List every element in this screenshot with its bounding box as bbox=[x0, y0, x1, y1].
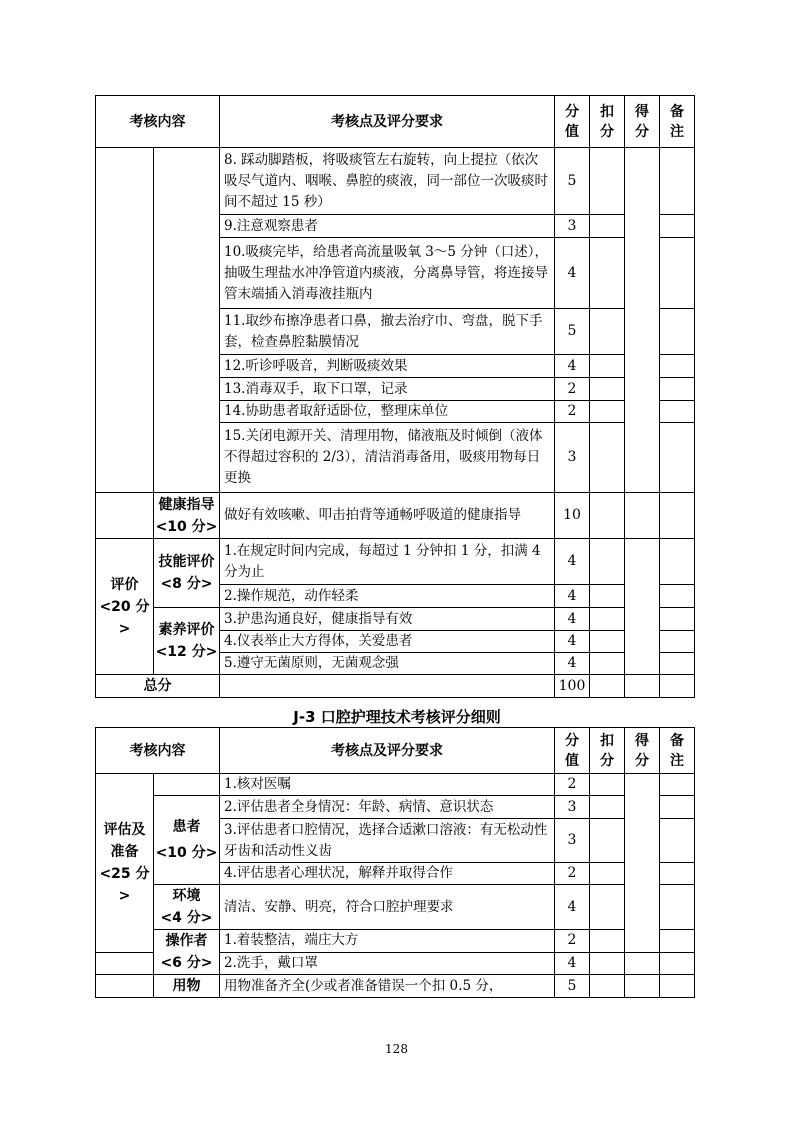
deduct-cell bbox=[590, 975, 625, 998]
deduct-cell bbox=[590, 796, 625, 819]
item-text: 9.注意观察患者 bbox=[220, 215, 555, 238]
got-cell bbox=[625, 952, 660, 975]
item-text: 2.评估患者全身情况：年龄、病情、意识状态 bbox=[220, 796, 555, 819]
item-score: 3 bbox=[555, 423, 590, 493]
got-cell bbox=[625, 774, 660, 953]
subcategory-cell-empty bbox=[154, 774, 220, 796]
note-cell bbox=[660, 215, 695, 238]
note-cell bbox=[660, 952, 695, 975]
item-score: 3 bbox=[555, 819, 590, 863]
item-text: 5.遵守无菌原则，无菌观念强 bbox=[220, 653, 555, 675]
deduct-cell bbox=[590, 215, 625, 238]
item-score: 3 bbox=[555, 215, 590, 238]
got-cell bbox=[625, 975, 660, 998]
category-cell-empty bbox=[96, 148, 154, 493]
got-cell bbox=[625, 675, 660, 698]
deduct-cell bbox=[590, 493, 625, 539]
skill-evaluation-label: 技能评价 <8 分> bbox=[154, 539, 220, 608]
header-content: 考核内容 bbox=[96, 728, 220, 774]
note-cell bbox=[660, 423, 695, 493]
supplies-label: 用物 bbox=[154, 975, 220, 998]
deduct-cell bbox=[590, 378, 625, 401]
note-cell bbox=[660, 653, 695, 675]
item-score: 4 bbox=[555, 539, 590, 585]
note-cell bbox=[660, 975, 695, 998]
note-cell bbox=[660, 238, 695, 309]
header-deduct: 扣 分 bbox=[590, 96, 625, 148]
health-guidance-label: 健康指导 <10 分> bbox=[154, 493, 220, 539]
note-cell bbox=[660, 608, 695, 631]
oral-care-scoring-table bbox=[95, 727, 695, 998]
item-score: 2 bbox=[555, 863, 590, 885]
item-score: 2 bbox=[555, 401, 590, 423]
header-note: 备 注 bbox=[660, 728, 695, 774]
item-text: 2.操作规范，动作轻柔 bbox=[220, 585, 555, 608]
item-score: 5 bbox=[555, 309, 590, 355]
header-note: 备 注 bbox=[660, 96, 695, 148]
note-cell bbox=[660, 401, 695, 423]
note-cell bbox=[660, 796, 695, 819]
header-deduct: 扣 分 bbox=[590, 728, 625, 774]
header-got: 得 分 bbox=[625, 96, 660, 148]
item-text: 2.洗手，戴口罩 bbox=[220, 952, 555, 975]
category-cell-empty bbox=[96, 975, 154, 998]
deduct-cell bbox=[590, 774, 625, 796]
note-cell bbox=[660, 493, 695, 539]
note-cell bbox=[660, 309, 695, 355]
item-text: 14.协助患者取舒适卧位，整理床单位 bbox=[220, 401, 555, 423]
item-text: 1.着装整洁，端庄大方 bbox=[220, 930, 555, 953]
section-title: J-3 口腔护理技术考核评分细则 bbox=[293, 708, 501, 726]
item-score: 4 bbox=[555, 585, 590, 608]
note-cell bbox=[660, 774, 695, 796]
environment-label: 环境 <4 分> bbox=[154, 885, 220, 930]
page-number: 128 bbox=[385, 1042, 408, 1056]
item-score: 2 bbox=[555, 774, 590, 796]
note-cell bbox=[660, 930, 695, 953]
subcategory-cell-empty bbox=[154, 148, 220, 493]
deduct-cell bbox=[590, 631, 625, 653]
patient-label: 患者 <10 分> bbox=[154, 796, 220, 885]
item-score: 4 bbox=[555, 238, 590, 309]
deduct-cell bbox=[590, 423, 625, 493]
got-cell bbox=[625, 148, 660, 493]
deduct-cell bbox=[590, 148, 625, 215]
scoring-table-continued bbox=[95, 95, 695, 698]
item-text: 8. 踩动脚踏板，将吸痰管左右旋转，向上提拉（依次吸尽气道内、咽喉、鼻腔的痰液，同一部位一次吸痰时间不超过 15 秒） bbox=[220, 148, 555, 215]
item-text: 10.吸痰完毕，给患者高流量吸氧 3～5 分钟（口述），抽吸生理盐水冲净管道内痰液，分离鼻导管，将连接导管末端插入消毒液挂瓶内 bbox=[220, 238, 555, 309]
deduct-cell bbox=[590, 819, 625, 863]
item-score: 4 bbox=[555, 608, 590, 631]
item-score: 2 bbox=[555, 930, 590, 953]
category-cell-empty bbox=[96, 493, 154, 539]
header-content: 考核内容 bbox=[96, 96, 220, 148]
operator-label: 操作者 <6 分> bbox=[154, 930, 220, 975]
note-cell bbox=[660, 355, 695, 378]
note-cell bbox=[660, 819, 695, 863]
got-cell bbox=[625, 493, 660, 539]
item-score: 4 bbox=[555, 952, 590, 975]
deduct-cell bbox=[590, 355, 625, 378]
deduct-cell bbox=[590, 585, 625, 608]
header-score: 分 值 bbox=[555, 96, 590, 148]
total-score: 100 bbox=[555, 675, 590, 698]
note-cell bbox=[660, 675, 695, 698]
deduct-cell bbox=[590, 930, 625, 953]
deduct-cell bbox=[590, 309, 625, 355]
total-label: 总分 bbox=[96, 675, 220, 698]
deduct-cell bbox=[590, 675, 625, 698]
deduct-cell bbox=[590, 539, 625, 585]
item-score: 4 bbox=[555, 653, 590, 675]
item-text: 1.在规定时间内完成，每超过 1 分钟扣 1 分，扣满 4 分为止 bbox=[220, 539, 555, 585]
got-cell bbox=[625, 539, 660, 675]
deduct-cell bbox=[590, 885, 625, 930]
note-cell bbox=[660, 539, 695, 585]
item-score: 5 bbox=[555, 975, 590, 998]
deduct-cell bbox=[590, 863, 625, 885]
deduct-cell bbox=[590, 653, 625, 675]
item-text: 做好有效咳嗽、叩击拍背等通畅呼吸道的健康指导 bbox=[220, 493, 555, 539]
item-text: 3.评估患者口腔情况，选择合适漱口溶液：有无松动性牙齿和活动性义齿 bbox=[220, 819, 555, 863]
note-cell bbox=[660, 885, 695, 930]
total-text-empty bbox=[220, 675, 555, 698]
item-text: 1.核对医嘱 bbox=[220, 774, 555, 796]
note-cell bbox=[660, 585, 695, 608]
item-score: 4 bbox=[555, 355, 590, 378]
item-text: 4.评估患者心理状况，解释并取得合作 bbox=[220, 863, 555, 885]
header-points: 考核点及评分要求 bbox=[220, 728, 555, 774]
item-score: 4 bbox=[555, 631, 590, 653]
note-cell bbox=[660, 631, 695, 653]
item-text: 4.仪表举止大方得体，关爱患者 bbox=[220, 631, 555, 653]
header-points: 考核点及评分要求 bbox=[220, 96, 555, 148]
item-score: 2 bbox=[555, 378, 590, 401]
item-score: 10 bbox=[555, 493, 590, 539]
item-text: 15.关闭电源开关、清理用物，储液瓶及时倾倒（液体不得超过容积的 2/3），清洁消毒备用，吸痰用物每日更换 bbox=[220, 423, 555, 493]
deduct-cell bbox=[590, 401, 625, 423]
evaluation-label: 评价 <20 分> bbox=[96, 539, 154, 675]
note-cell bbox=[660, 378, 695, 401]
item-text: 3.护患沟通良好，健康指导有效 bbox=[220, 608, 555, 631]
item-score: 4 bbox=[555, 885, 590, 930]
item-text: 13.消毒双手，取下口罩，记录 bbox=[220, 378, 555, 401]
item-score: 5 bbox=[555, 148, 590, 215]
item-text: 清洁、安静、明亮，符合口腔护理要求 bbox=[220, 885, 555, 930]
note-cell bbox=[660, 148, 695, 215]
assessment-preparation-label: 评估及 准备 <25 分> bbox=[96, 774, 154, 953]
deduct-cell bbox=[590, 238, 625, 309]
header-got: 得 分 bbox=[625, 728, 660, 774]
item-score: 3 bbox=[555, 796, 590, 819]
category-cell-empty bbox=[96, 952, 154, 975]
deduct-cell bbox=[590, 952, 625, 975]
note-cell bbox=[660, 863, 695, 885]
item-text: 12.听诊呼吸音，判断吸痰效果 bbox=[220, 355, 555, 378]
item-text: 用物准备齐全(少或者准备错误一个扣 0.5 分， bbox=[220, 975, 555, 998]
header-score: 分 值 bbox=[555, 728, 590, 774]
item-text: 11.取纱布擦净患者口鼻，撤去治疗巾、弯盘，脱下手套，检查鼻腔黏膜情况 bbox=[220, 309, 555, 355]
deduct-cell bbox=[590, 608, 625, 631]
quality-evaluation-label: 素养评价 <12 分> bbox=[154, 608, 220, 675]
